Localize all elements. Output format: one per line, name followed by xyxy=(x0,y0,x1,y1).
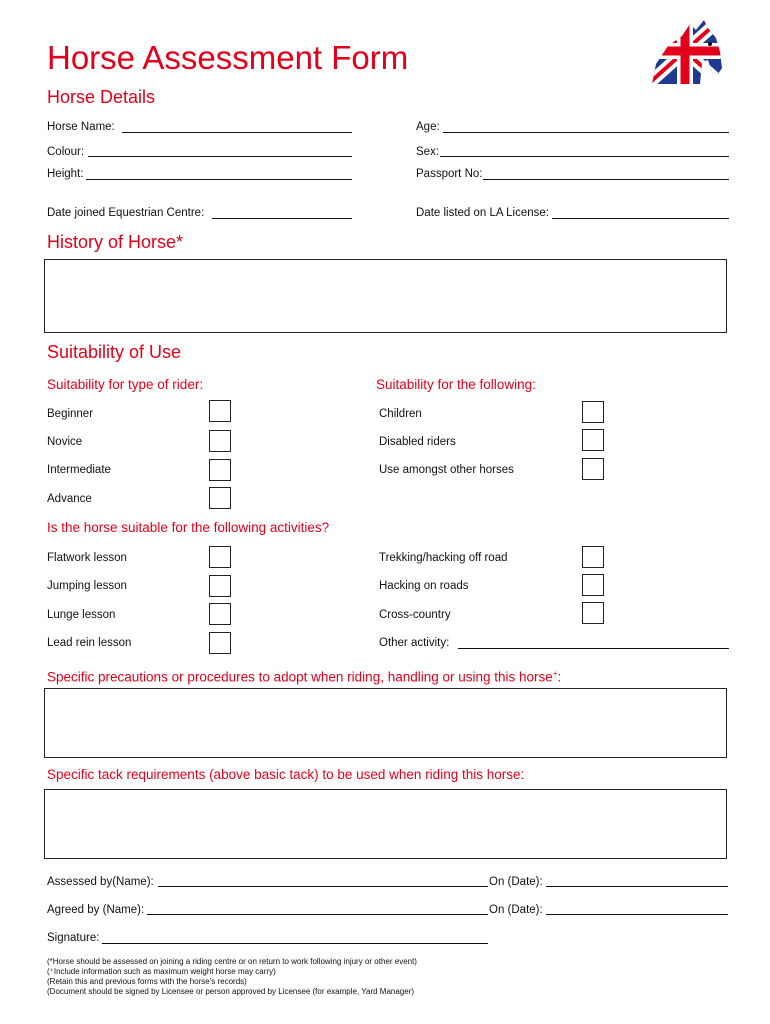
agreed-date-field[interactable] xyxy=(546,914,728,915)
following-label: Disabled riders xyxy=(379,436,456,448)
horse-name-label: Horse Name: xyxy=(47,121,115,133)
sex-label: Sex: xyxy=(416,146,440,158)
union-flag-horse-logo xyxy=(646,16,724,86)
date-listed-field[interactable] xyxy=(552,218,729,219)
colour-label: Colour: xyxy=(47,146,85,158)
activity-label: Jumping lesson xyxy=(47,580,127,592)
footnote: (Document should be signed by Licensee or person approved by Licensee (for example, Yard Manager) xyxy=(47,987,415,996)
tack-heading: Specific tack requirements (above basic tack) to be used when riding this horse: xyxy=(47,767,525,782)
rider-type-label: Intermediate xyxy=(47,464,111,476)
advance-checkbox[interactable] xyxy=(209,487,231,509)
signature-field[interactable] xyxy=(102,943,488,944)
colour-field[interactable] xyxy=(88,156,352,157)
intermediate-checkbox[interactable] xyxy=(209,459,231,481)
suitability-following-heading: Suitability for the following: xyxy=(376,377,536,392)
disabled-riders-checkbox[interactable] xyxy=(582,429,604,451)
precautions-heading: Specific precautions or procedures to adopt when riding, handling or using this horse+: xyxy=(47,669,562,685)
activities-heading: Is the horse suitable for the following activities? xyxy=(47,520,330,535)
following-label: Children xyxy=(379,408,422,420)
assessed-by-label: Assessed by(Name): xyxy=(47,876,154,888)
other-activity-field[interactable] xyxy=(458,648,729,649)
on-date-label: On (Date): xyxy=(489,876,543,888)
activity-label: Cross-country xyxy=(379,609,451,621)
horse-name-field[interactable] xyxy=(122,132,352,133)
footnote: (*Horse should be assessed on joining a riding centre or on return to work following injury or other event) xyxy=(47,957,417,966)
activity-label: Lunge lesson xyxy=(47,609,116,621)
signature-label: Signature: xyxy=(47,932,100,944)
age-field[interactable] xyxy=(443,132,729,133)
sex-field[interactable] xyxy=(440,156,729,157)
flatwork-checkbox[interactable] xyxy=(209,546,231,568)
precautions-textarea[interactable] xyxy=(44,688,727,758)
passport-no-field[interactable] xyxy=(483,179,729,180)
hacking-roads-checkbox[interactable] xyxy=(582,574,604,596)
agreed-by-field[interactable] xyxy=(147,914,488,915)
activity-label: Trekking/hacking off road xyxy=(379,552,508,564)
cross-country-checkbox[interactable] xyxy=(582,602,604,624)
rider-type-heading: Suitability for type of rider: xyxy=(47,377,204,392)
other-activity-label: Other activity: xyxy=(379,637,450,649)
activity-label: Flatwork lesson xyxy=(47,552,127,564)
rider-type-label: Novice xyxy=(47,436,83,448)
height-field[interactable] xyxy=(86,179,352,180)
tack-textarea[interactable] xyxy=(44,789,727,859)
other-horses-checkbox[interactable] xyxy=(582,458,604,480)
date-joined-field[interactable] xyxy=(212,218,352,219)
page-title: Horse Assessment Form xyxy=(47,39,409,76)
assessed-by-field[interactable] xyxy=(158,886,488,887)
footnote: (Retain this and previous forms with the horse's records) xyxy=(47,977,247,986)
activity-label: Hacking on roads xyxy=(379,580,469,592)
beginner-checkbox[interactable] xyxy=(209,400,231,422)
agreed-by-label: Agreed by (Name): xyxy=(47,904,145,916)
rider-type-label: Beginner xyxy=(47,408,94,420)
activity-label: Lead rein lesson xyxy=(47,637,132,649)
following-label: Use amongst other horses xyxy=(379,464,514,476)
horse-details-heading: Horse Details xyxy=(47,87,156,107)
footnote: (⁺Include information such as maximum weight horse may carry) xyxy=(47,967,276,976)
date-listed-label: Date listed on LA License: xyxy=(416,207,549,219)
children-checkbox[interactable] xyxy=(582,401,604,423)
date-joined-label: Date joined Equestrian Centre: xyxy=(47,207,205,219)
novice-checkbox[interactable] xyxy=(209,430,231,452)
lead-rein-checkbox[interactable] xyxy=(209,632,231,654)
rider-type-label: Advance xyxy=(47,493,92,505)
passport-no-label: Passport No: xyxy=(416,168,483,180)
age-label: Age: xyxy=(416,121,440,133)
lunge-checkbox[interactable] xyxy=(209,603,231,625)
suitability-heading: Suitability of Use xyxy=(47,342,182,362)
assessed-date-field[interactable] xyxy=(546,886,728,887)
history-heading: History of Horse* xyxy=(47,232,184,252)
height-label: Height: xyxy=(47,168,84,180)
history-textarea[interactable] xyxy=(44,259,727,333)
trekking-checkbox[interactable] xyxy=(582,546,604,568)
on-date-label: On (Date): xyxy=(489,904,543,916)
jumping-checkbox[interactable] xyxy=(209,575,231,597)
